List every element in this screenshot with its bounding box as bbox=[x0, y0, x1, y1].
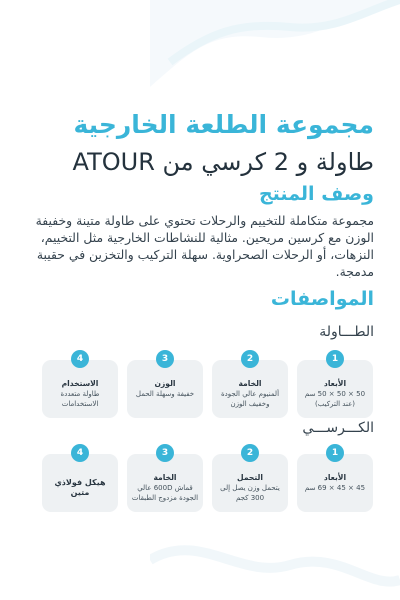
decorative-wave-top bbox=[150, 0, 400, 87]
decorative-wave-bottom bbox=[150, 520, 400, 600]
spec-text: 45 × 45 × 69 سم bbox=[304, 484, 366, 492]
spec-title: هيكل فولاذي متين bbox=[54, 478, 106, 497]
table-spec-cards bbox=[41, 354, 373, 418]
spec-card bbox=[42, 354, 118, 418]
spec-text: خفيفة وسهلة الحمل bbox=[135, 390, 195, 398]
spec-text: ألمنيوم عالي الجودة وخفيف الوزن bbox=[220, 390, 280, 408]
spec-number-badge: 1 bbox=[326, 444, 344, 462]
spec-title: الاستخدام bbox=[61, 379, 99, 388]
spec-text: يتحمل وزن يصل إلى 300 كجم bbox=[220, 484, 280, 502]
spec-title: الخامة bbox=[238, 379, 262, 388]
spec-text: قماش 600D عالي الجودة مزدوج الطبقات bbox=[131, 484, 199, 502]
spec-number-badge: 3 bbox=[156, 444, 174, 462]
description-heading: وصف المنتج bbox=[258, 183, 374, 205]
spec-text: طاولة متعددة الاستخدامات bbox=[60, 390, 100, 408]
specs-heading: المواصفات bbox=[270, 288, 374, 310]
spec-number-badge: 2 bbox=[241, 444, 259, 462]
spec-number-badge: 4 bbox=[71, 350, 89, 368]
spec-card bbox=[297, 448, 373, 512]
table-section-label: الطـــاولة bbox=[319, 324, 374, 340]
spec-card bbox=[297, 354, 373, 418]
chair-spec-cards bbox=[41, 448, 373, 512]
spec-number-badge: 1 bbox=[326, 350, 344, 368]
spec-title: الوزن bbox=[154, 379, 176, 388]
description-text: مجموعة متكاملة للتخييم والرحلات تحتوي على طاولة متينة وخفيفة الوزن مع كرسين مريحين. مثالية للنشاطات الخارجية مثل التخييم، النزهات، أو الرحلات الصحراوية. سهلة التركيب والتخزين في حقيبة مدمجة. bbox=[35, 213, 374, 279]
chair-section-label: الكـــرســـي bbox=[302, 420, 374, 436]
spec-title: التحمل bbox=[237, 473, 263, 482]
product-subtitle: طاولة و 2 كرسي من ATOUR bbox=[72, 148, 374, 176]
spec-title: الأبعاد bbox=[323, 379, 347, 388]
product-title: مجموعة الطلعة الخارجية bbox=[73, 110, 374, 139]
spec-card bbox=[212, 354, 288, 418]
spec-card bbox=[212, 448, 288, 512]
spec-card bbox=[127, 448, 203, 512]
spec-card bbox=[127, 354, 203, 418]
spec-number-badge: 4 bbox=[71, 444, 89, 462]
spec-text: 50 × 50 × 50 سم (عند التركيب) bbox=[304, 390, 366, 408]
spec-number-badge: 3 bbox=[156, 350, 174, 368]
spec-title: الأبعاد bbox=[323, 473, 347, 482]
spec-number-badge: 2 bbox=[241, 350, 259, 368]
spec-card bbox=[42, 448, 118, 512]
spec-title: الخامة bbox=[153, 473, 177, 482]
